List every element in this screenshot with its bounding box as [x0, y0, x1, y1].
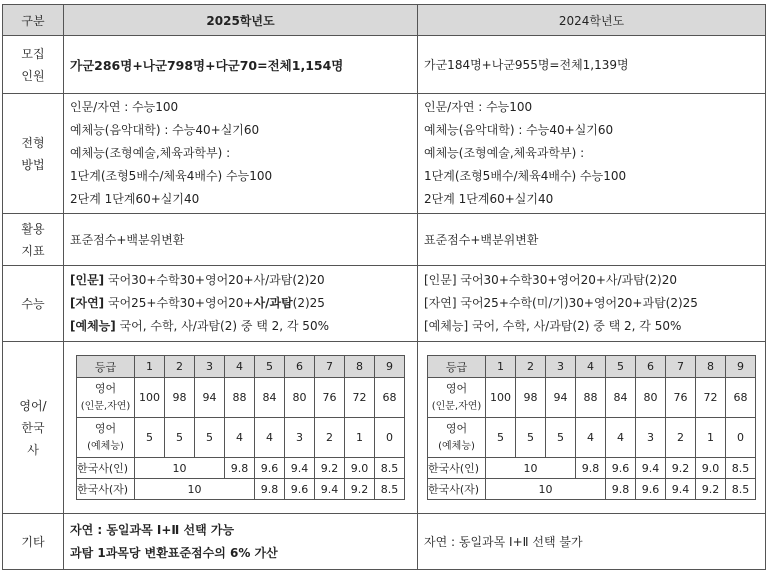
label-line: 사 — [27, 442, 39, 457]
english-arts-score: 2 — [666, 418, 696, 458]
method-line: 1단계(조형5배수/체육4배수) 수능100 — [424, 169, 627, 183]
csat-text: 국어25+수학30+영어20+ — [104, 296, 254, 310]
grade-number: 4 — [576, 356, 606, 378]
row-csat — [3, 266, 766, 342]
english-arts-score: 5 — [165, 418, 195, 458]
method-line: 예체능(조형예술,체육과학부) : — [424, 146, 585, 160]
korean-history-in-score: 9.0 — [696, 458, 726, 479]
english-arts-score: 1 — [345, 418, 375, 458]
label-line: 전형 — [21, 135, 45, 150]
korean-history-ja-score: 10 — [486, 479, 606, 500]
english-humanities-row — [77, 378, 405, 418]
csat-line: [인문] 국어30+수학30+영어20+사/과탐(2)20 — [424, 273, 677, 287]
english-humanities-score: 84 — [255, 378, 285, 418]
grade-number: 6 — [285, 356, 315, 378]
english-arts-score: 2 — [315, 418, 345, 458]
korean-history-in-score: 9.2 — [315, 458, 345, 479]
grade-number: 8 — [345, 356, 375, 378]
label-line: 영어/ — [19, 398, 47, 413]
korean-history-in-score: 10 — [486, 458, 576, 479]
english-humanities-score: 80 — [285, 378, 315, 418]
csat-2025 — [64, 266, 418, 342]
english-humanities-score: 94 — [195, 378, 225, 418]
english-humanities-score: 94 — [546, 378, 576, 418]
english-arts-score: 4 — [225, 418, 255, 458]
english-humanities-label — [428, 378, 486, 418]
english-arts-score: 5 — [486, 418, 516, 458]
header-2024: 2024학년도 — [418, 5, 766, 36]
korean-history-in-score: 9.2 — [666, 458, 696, 479]
label-csat: 수능 — [3, 266, 64, 342]
method-line: 예체능(조형예술,체육과학부) : — [70, 146, 231, 160]
english-humanities-score: 98 — [516, 378, 546, 418]
korean-history-ja-score: 8.5 — [726, 479, 756, 500]
row-label-line: (예체능) — [87, 440, 124, 452]
grade-number: 3 — [546, 356, 576, 378]
korean-history-in-score: 9.6 — [606, 458, 636, 479]
english-arts-score: 5 — [195, 418, 225, 458]
korean-history-in-label: 한국사(인) — [77, 458, 135, 479]
grade-table-2024 — [427, 355, 756, 500]
header-row — [3, 5, 766, 36]
korean-history-ja-score: 9.4 — [666, 479, 696, 500]
english-humanities-row — [428, 378, 756, 418]
index-2025: 표준점수+백분위변환 — [64, 214, 418, 266]
korean-history-in-label: 한국사(인) — [428, 458, 486, 479]
row-index — [3, 214, 766, 266]
label-method — [3, 94, 64, 214]
korean-history-ja-score: 9.6 — [285, 479, 315, 500]
row-label-line: 영어 — [94, 421, 117, 435]
etc-2024: 자연 : 동일과목 Ⅰ+Ⅱ 선택 불가 — [418, 514, 766, 570]
english-humanities-score: 76 — [315, 378, 345, 418]
english-arts-label — [428, 418, 486, 458]
english-humanities-score: 84 — [606, 378, 636, 418]
english-arts-row — [77, 418, 405, 458]
korean-history-in-score: 9.4 — [285, 458, 315, 479]
grade-number: 7 — [666, 356, 696, 378]
method-line: 예체능(음악대학) : 수능40+실기60 — [424, 123, 614, 137]
korean-history-in-row — [77, 458, 405, 479]
label-index — [3, 214, 64, 266]
english-arts-label — [77, 418, 135, 458]
method-line: 1단계(조형5배수/체육4배수) 수능100 — [70, 169, 273, 183]
row-recruit — [3, 36, 766, 94]
grade-number: 5 — [255, 356, 285, 378]
korean-history-ja-score: 9.6 — [636, 479, 666, 500]
grade-number: 4 — [225, 356, 255, 378]
row-label-line: 영어 — [445, 421, 468, 435]
english-arts-score: 4 — [255, 418, 285, 458]
label-english-history — [3, 342, 64, 514]
english-humanities-score: 68 — [375, 378, 405, 418]
csat-line: [자연] 국어25+수학(미/기)30+영어20+과탐(2)25 — [424, 296, 698, 310]
grade-header-row — [428, 356, 756, 378]
korean-history-in-score: 8.5 — [375, 458, 405, 479]
grade-number: 7 — [315, 356, 345, 378]
grade-number: 2 — [165, 356, 195, 378]
korean-history-ja-score: 10 — [135, 479, 255, 500]
method-line: 예체능(음악대학) : 수능40+실기60 — [70, 123, 260, 137]
row-label-line: (예체능) — [438, 440, 475, 452]
grade-header-row — [77, 356, 405, 378]
method-2024 — [418, 94, 766, 214]
korean-history-in-score: 9.4 — [636, 458, 666, 479]
english-arts-row — [428, 418, 756, 458]
etc-line: 과탐 1과목당 변환표준점수의 6% 가산 — [70, 545, 278, 560]
csat-line-arts — [70, 315, 411, 338]
grade-label: 등급 — [77, 356, 135, 378]
english-arts-score: 4 — [606, 418, 636, 458]
english-arts-score: 0 — [726, 418, 756, 458]
csat-text-bold: 사/과탐 — [253, 296, 293, 310]
csat-tag: [인문] — [70, 273, 105, 287]
english-humanities-score: 100 — [486, 378, 516, 418]
english-humanities-score: 68 — [726, 378, 756, 418]
korean-history-ja-score: 9.4 — [315, 479, 345, 500]
english-humanities-score: 80 — [636, 378, 666, 418]
csat-2024 — [418, 266, 766, 342]
english-arts-score: 5 — [546, 418, 576, 458]
method-line: 인문/자연 : 수능100 — [424, 100, 533, 114]
grade-number: 9 — [726, 356, 756, 378]
csat-line-science — [70, 292, 411, 315]
korean-history-in-score: 8.5 — [726, 458, 756, 479]
recruit-2025: 가군286명+나군798명+다군70=전체1,154명 — [64, 36, 418, 94]
method-2025 — [64, 94, 418, 214]
method-line: 인문/자연 : 수능100 — [70, 100, 179, 114]
english-arts-score: 0 — [375, 418, 405, 458]
korean-history-in-score: 9.6 — [255, 458, 285, 479]
grade-number: 5 — [606, 356, 636, 378]
korean-history-in-score: 9.8 — [576, 458, 606, 479]
csat-tag: [자연] — [70, 296, 105, 310]
english-humanities-score: 72 — [696, 378, 726, 418]
korean-history-ja-label: 한국사(자) — [77, 479, 135, 500]
english-humanities-score: 100 — [135, 378, 165, 418]
label-line: 방법 — [21, 157, 45, 172]
grade-number: 6 — [636, 356, 666, 378]
grade-number: 2 — [516, 356, 546, 378]
recruit-2024: 가군184명+나군955명=전체1,139명 — [418, 36, 766, 94]
english-arts-score: 3 — [285, 418, 315, 458]
method-line: 2단계 1단계60+실기40 — [70, 192, 200, 206]
csat-text: (2)25 — [292, 296, 325, 310]
korean-history-ja-row — [428, 479, 756, 500]
row-label-line: (인문,자연) — [80, 400, 131, 412]
english-humanities-label — [77, 378, 135, 418]
korean-history-in-score: 10 — [135, 458, 225, 479]
etc-2025 — [64, 514, 418, 570]
english-2025 — [64, 342, 418, 514]
label-line: 지표 — [21, 243, 45, 258]
english-arts-score: 1 — [696, 418, 726, 458]
row-method — [3, 94, 766, 214]
method-line: 2단계 1단계60+실기40 — [424, 192, 554, 206]
korean-history-in-row — [428, 458, 756, 479]
english-humanities-score: 88 — [225, 378, 255, 418]
english-humanities-score: 72 — [345, 378, 375, 418]
label-line: 활용 — [21, 221, 45, 236]
english-humanities-score: 88 — [576, 378, 606, 418]
admission-comparison — [2, 4, 766, 570]
korean-history-ja-score: 9.8 — [255, 479, 285, 500]
english-arts-score: 5 — [135, 418, 165, 458]
english-humanities-score: 76 — [666, 378, 696, 418]
english-humanities-score: 98 — [165, 378, 195, 418]
label-recruit — [3, 36, 64, 94]
grade-number: 1 — [135, 356, 165, 378]
grade-table-2025 — [76, 355, 405, 500]
row-label-line: (인문,자연) — [431, 400, 482, 412]
english-arts-score: 4 — [576, 418, 606, 458]
korean-history-ja-score: 9.2 — [345, 479, 375, 500]
row-label-line: 영어 — [445, 381, 468, 395]
korean-history-ja-row — [77, 479, 405, 500]
csat-text: 국어, 수학, 사/과탐(2) 중 택 2, 각 50% — [115, 319, 329, 333]
label-line: 한국 — [21, 420, 45, 435]
english-arts-score: 3 — [636, 418, 666, 458]
row-etc — [3, 514, 766, 570]
korean-history-in-score: 9.8 — [225, 458, 255, 479]
label-line: 인원 — [21, 68, 45, 83]
english-2024 — [418, 342, 766, 514]
korean-history-in-score: 9.0 — [345, 458, 375, 479]
row-label-line: 영어 — [94, 381, 117, 395]
grade-number: 8 — [696, 356, 726, 378]
comparison-table — [2, 4, 766, 570]
index-2024: 표준점수+백분위변환 — [418, 214, 766, 266]
korean-history-ja-score: 8.5 — [375, 479, 405, 500]
english-arts-score: 5 — [516, 418, 546, 458]
grade-label: 등급 — [428, 356, 486, 378]
csat-tag: [예체능] — [70, 319, 116, 333]
csat-text: 국어30+수학30+영어20+사/과탐(2)20 — [104, 273, 325, 287]
csat-line-humanities — [70, 269, 411, 292]
header-2025: 2025학년도 — [64, 5, 418, 36]
csat-line: [예체능] 국어, 수학, 사/과탐(2) 중 택 2, 각 50% — [424, 319, 682, 333]
korean-history-ja-label: 한국사(자) — [428, 479, 486, 500]
grade-number: 9 — [375, 356, 405, 378]
grade-number: 3 — [195, 356, 225, 378]
label-line: 모집 — [21, 46, 45, 61]
grade-number: 1 — [486, 356, 516, 378]
korean-history-ja-score: 9.8 — [606, 479, 636, 500]
row-english-history — [3, 342, 766, 514]
korean-history-ja-score: 9.2 — [696, 479, 726, 500]
header-category: 구분 — [3, 5, 64, 36]
label-etc: 기타 — [3, 514, 64, 570]
etc-line: 자연 : 동일과목 Ⅰ+Ⅱ 선택 가능 — [70, 522, 235, 537]
